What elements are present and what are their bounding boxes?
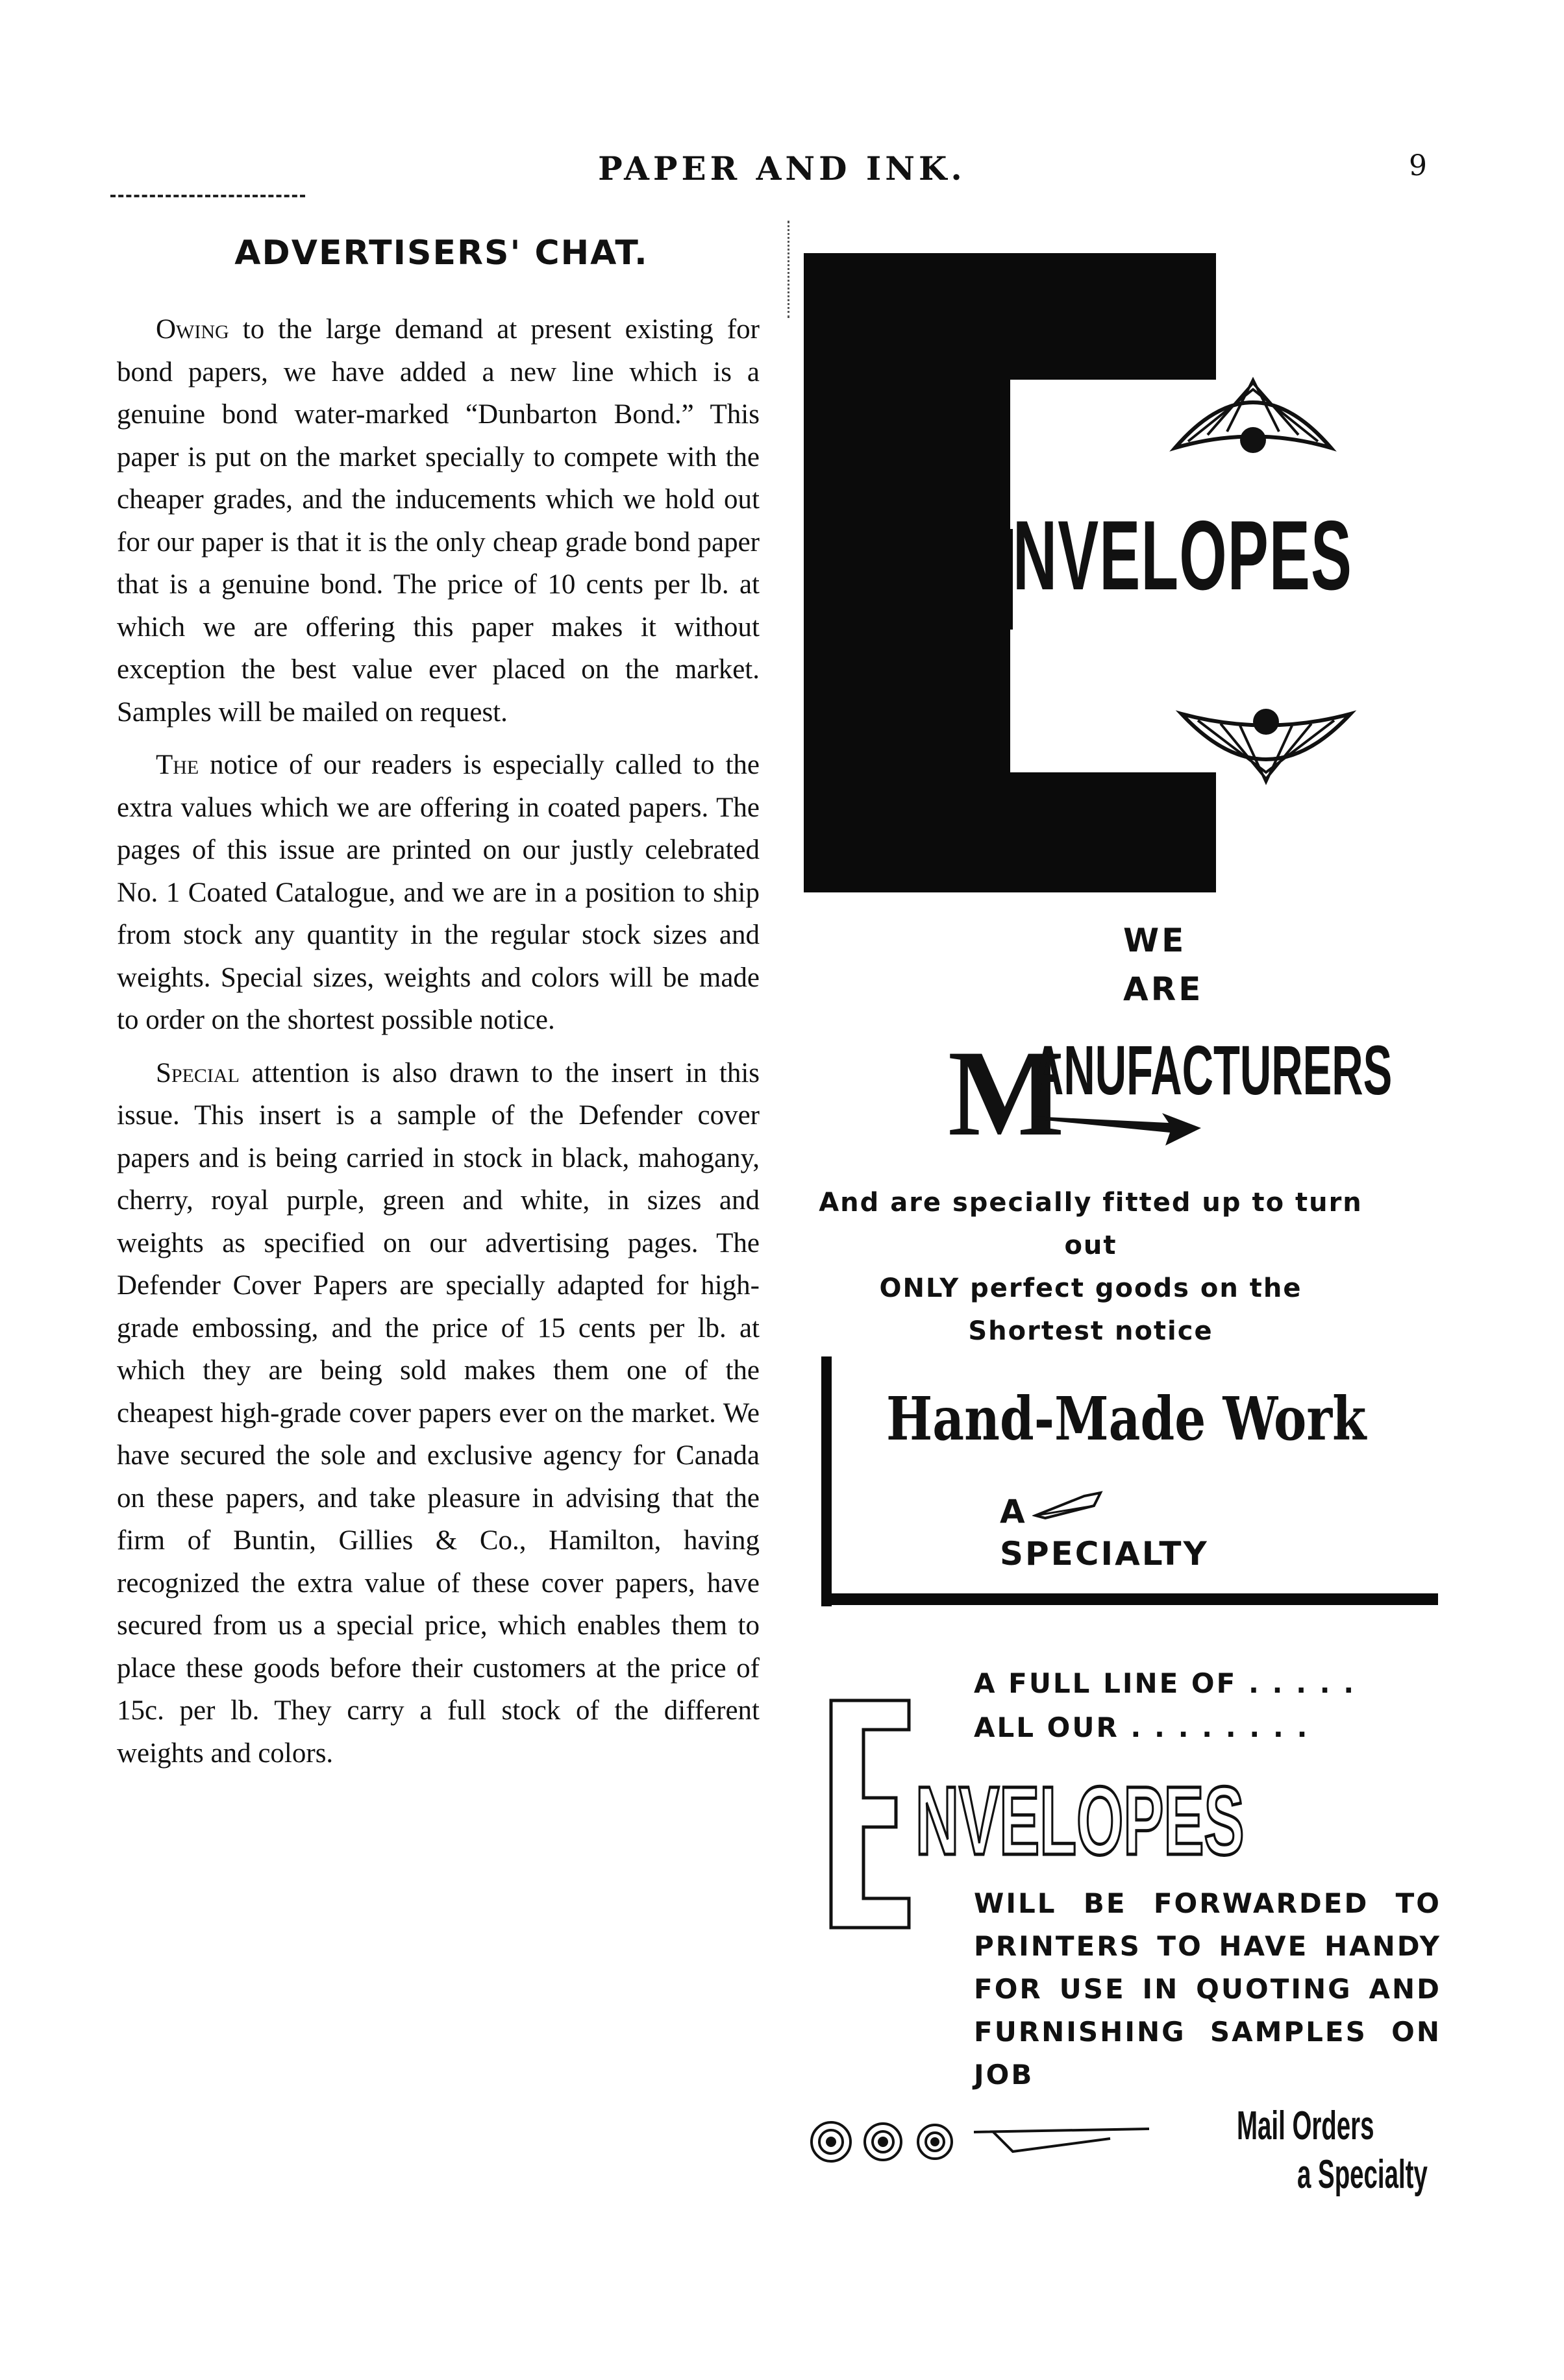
fan-ornament-icon	[1162, 363, 1344, 467]
fan-ornament-icon	[1169, 688, 1363, 792]
envelopes-headline: NVELOPES	[1013, 500, 1353, 611]
paragraph-lead: The	[156, 750, 199, 780]
article-paragraph	[117, 1052, 760, 1775]
forwarded-text: WILL BE FORWARDED TO PRINTERS TO HAVE HANDY FOR USE IN QUOTING AND FURNISHING SAMPLES ON JOB	[974, 1887, 1441, 2091]
a-specialty-label: a Specialty	[1297, 2152, 1428, 2197]
header-dash-rule	[110, 195, 305, 197]
big-e-top-arm	[804, 253, 1216, 380]
all-our-label: ALL OUR . . . . . . . .	[974, 1711, 1310, 1743]
running-title: PAPER AND INK.	[598, 149, 966, 188]
big-e-bottom-arm	[804, 772, 1216, 892]
envelopes-outline-headline: NVELOPES	[915, 1766, 1245, 1875]
specially-line: Shortest notice	[968, 1316, 1213, 1346]
paragraph-text: to the large demand at present existing for bond papers, we have added a new line which is a genuine bond water-marked “Dunbarton Bond.” This paper is put on the market specially to compete with the cheaper grades, and the inducements which we hold out for our paper is that it is the only cheap grade bond paper that is a genuine bond. The price of 10 cents per lb. at which we are offering this paper makes it without exception the best value ever placed on the market. Samples will be mailed on request.	[117, 314, 760, 728]
pen-nib-icon	[1032, 1490, 1104, 1522]
we-label: WE	[1123, 922, 1187, 959]
handmade-headline: Hand-Made Work	[886, 1384, 1367, 1454]
article-title: ADVERTISERS' CHAT.	[234, 234, 649, 273]
specially-line: And are specially fitted up to turn out	[819, 1188, 1363, 1260]
article-paragraph	[117, 744, 760, 1042]
full-line-label: A FULL LINE OF . . . . .	[974, 1667, 1356, 1699]
paragraph-lead: Owing	[156, 314, 229, 345]
paragraph-lead: Special	[156, 1057, 240, 1088]
article-body	[117, 308, 760, 1774]
column-divider	[788, 221, 789, 318]
manufacturers-initial: M	[948, 1025, 1065, 1162]
arrow-ornament-icon	[1032, 1110, 1201, 1149]
quill-ornament-icon	[974, 2122, 1149, 2161]
a-letter: A	[1000, 1493, 1025, 1530]
frame-bottom-rule	[821, 1593, 1438, 1605]
frame-left-rule	[821, 1356, 832, 1606]
are-label: ARE	[1123, 970, 1204, 1008]
page-number: 9	[1409, 149, 1427, 182]
outline-e-letter-icon	[825, 1694, 915, 1934]
full-line-text	[974, 1662, 1356, 1750]
paragraph-text: notice of our readers is especially called to the extra values which we are offering in coated papers. The pages of this issue are printed on our justly celebrated No. 1 Coated Catalogue, and we are in a position to ship from stock any quantity in the regular stock sizes and weights. Special sizes, weights and colors will be made to order on the shortest possible notice.	[117, 750, 760, 1035]
paragraph-text: attention is also drawn to the insert in this issue. This insert is a sample of the Defender cover papers and is being carried in stock in black, mahogany, cherry, royal purple, green and white, in sizes and weights as specified on our advertising pages. The Defender Cover Papers are specially adapted for high-grade embossing, and the price of 15 cents per lb. at which they are being sold makes them one of the cheapest high-grade cover papers ever on the market. We have secured the sole and exclusive agency for Canada on these papers, and take pleasure in advising that the firm of Buntin, Gillies & Co., Hamilton, having recognized the extra value of these cover papers, have secured from us a special price, which enables them to place these goods before their customers at the price of 15c. per lb. They carry a full stock of the different weights and colors.	[117, 1057, 760, 1769]
specially-line: ONLY perfect goods on the	[879, 1273, 1302, 1303]
article-paragraph	[117, 308, 760, 733]
big-e-middle-arm	[804, 529, 1013, 630]
specialty-label: SPECIALTY	[1000, 1535, 1209, 1573]
specially-fitted-text	[805, 1181, 1376, 1353]
manufacturers-word: ANUFACTURERS	[1032, 1031, 1393, 1109]
mail-orders-label: Mail Orders	[1237, 2104, 1374, 2148]
